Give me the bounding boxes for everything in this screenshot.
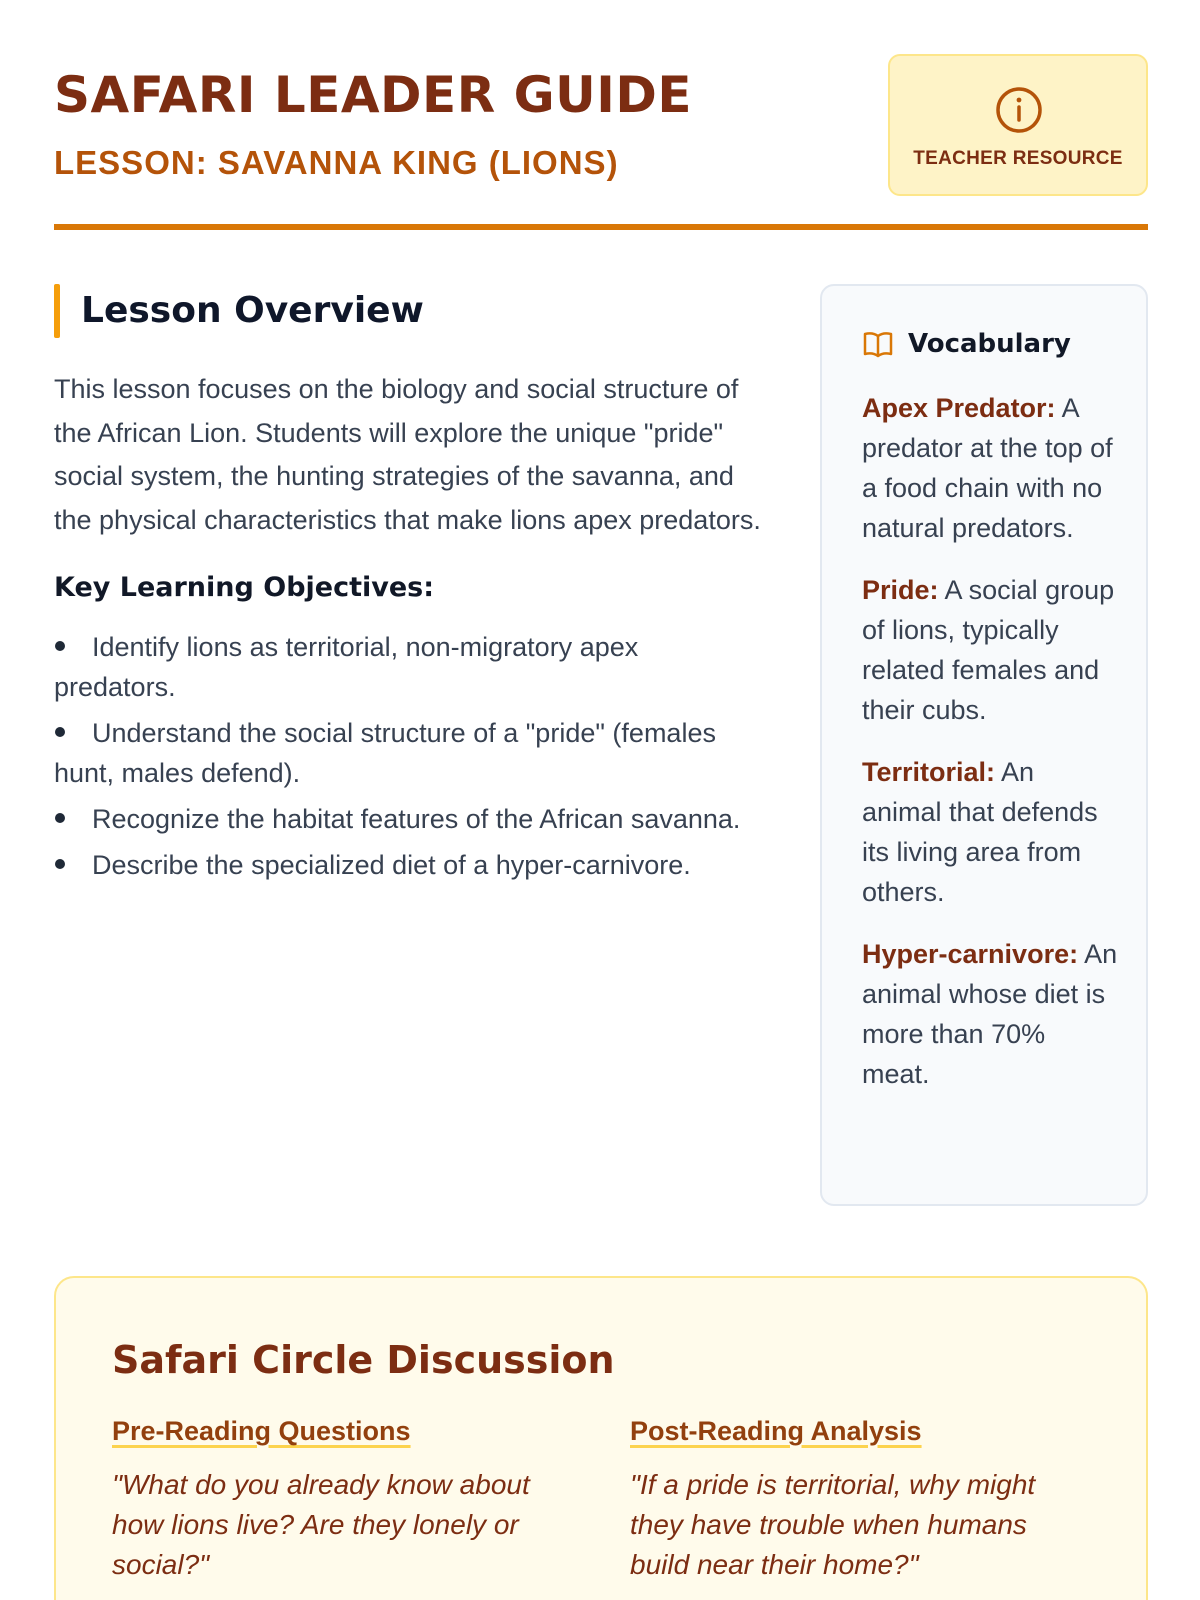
overview-heading-block (54, 284, 764, 338)
list-item (54, 627, 764, 707)
discussion-section (54, 1276, 1148, 1600)
post-reading-question: "If a pride is territorial, why might they have trouble when humans build near their home?" (630, 1469, 1036, 1580)
list-item (54, 799, 764, 839)
vocab-definition: A predator at the top of a food chain with no natural predators. (862, 393, 1113, 543)
page-header (54, 52, 1148, 232)
vocab-term: Hyper-carnivore: (862, 939, 1079, 969)
vocabulary-panel (820, 284, 1148, 1206)
book-open-icon (862, 329, 894, 359)
bullet-icon (55, 859, 65, 869)
pre-reading-heading: Pre-Reading Questions (112, 1416, 411, 1446)
vocab-entry (862, 752, 1118, 912)
vocab-entry (862, 388, 1118, 548)
pre-reading-column (112, 1416, 552, 1585)
vocab-term: Apex Predator: (862, 393, 1056, 423)
lesson-overview-section (54, 284, 764, 891)
list-item (54, 845, 764, 885)
vocab-definition: An animal whose diet is more than 70% meat. (862, 939, 1118, 1089)
objectives-heading: Key Learning Objectives: (54, 572, 435, 603)
info-icon (993, 84, 1045, 136)
list-item (54, 713, 764, 793)
objectives-list (54, 627, 764, 885)
bullet-icon (55, 727, 65, 737)
vocab-term: Pride: (862, 575, 939, 605)
page-title: SAFARI LEADER GUIDE (54, 66, 693, 124)
vocab-definition: An animal that defends its living area from others. (862, 757, 1098, 907)
overview-paragraph: This lesson focuses on the biology and social structure of the African Lion. Students will explore the unique "pride" social system, the hunting strategies of the savanna, and the physical characteristics that make lions apex predators. (54, 374, 761, 535)
objective-text: Understand the social structure of a "pride" (females hunt, males defend). (54, 718, 716, 788)
discussion-heading: Safari Circle Discussion (112, 1338, 615, 1382)
vocab-term: Territorial: (862, 757, 996, 787)
pre-reading-question: "What do you already know about how lions live? Are they lonely or social?" (112, 1469, 530, 1580)
post-reading-heading: Post-Reading Analysis (630, 1416, 922, 1446)
vocabulary-heading: Vocabulary (908, 329, 1071, 359)
vocab-entry (862, 570, 1118, 730)
objective-text: Describe the specialized diet of a hyper-carnivore. (92, 850, 691, 880)
objective-text: Recognize the habitat features of the African savanna. (92, 804, 741, 834)
badge-label: TEACHER RESOURCE (913, 148, 1123, 169)
heading-accent-bar (54, 284, 60, 338)
objective-text: Identify lions as territorial, non-migratory apex predators. (54, 632, 639, 702)
lesson-subtitle: LESSON: SAVANNA KING (LIONS) (54, 144, 619, 181)
bullet-icon (55, 641, 65, 651)
post-reading-column (630, 1416, 1070, 1585)
bullet-icon (55, 813, 65, 823)
vocab-definition: A social group of lions, typically related females and their cubs. (862, 575, 1115, 725)
header-divider (54, 224, 1148, 230)
overview-heading: Lesson Overview (81, 290, 424, 331)
vocab-entry (862, 934, 1118, 1094)
vocabulary-header (862, 326, 1118, 362)
teacher-resource-badge (888, 54, 1148, 196)
